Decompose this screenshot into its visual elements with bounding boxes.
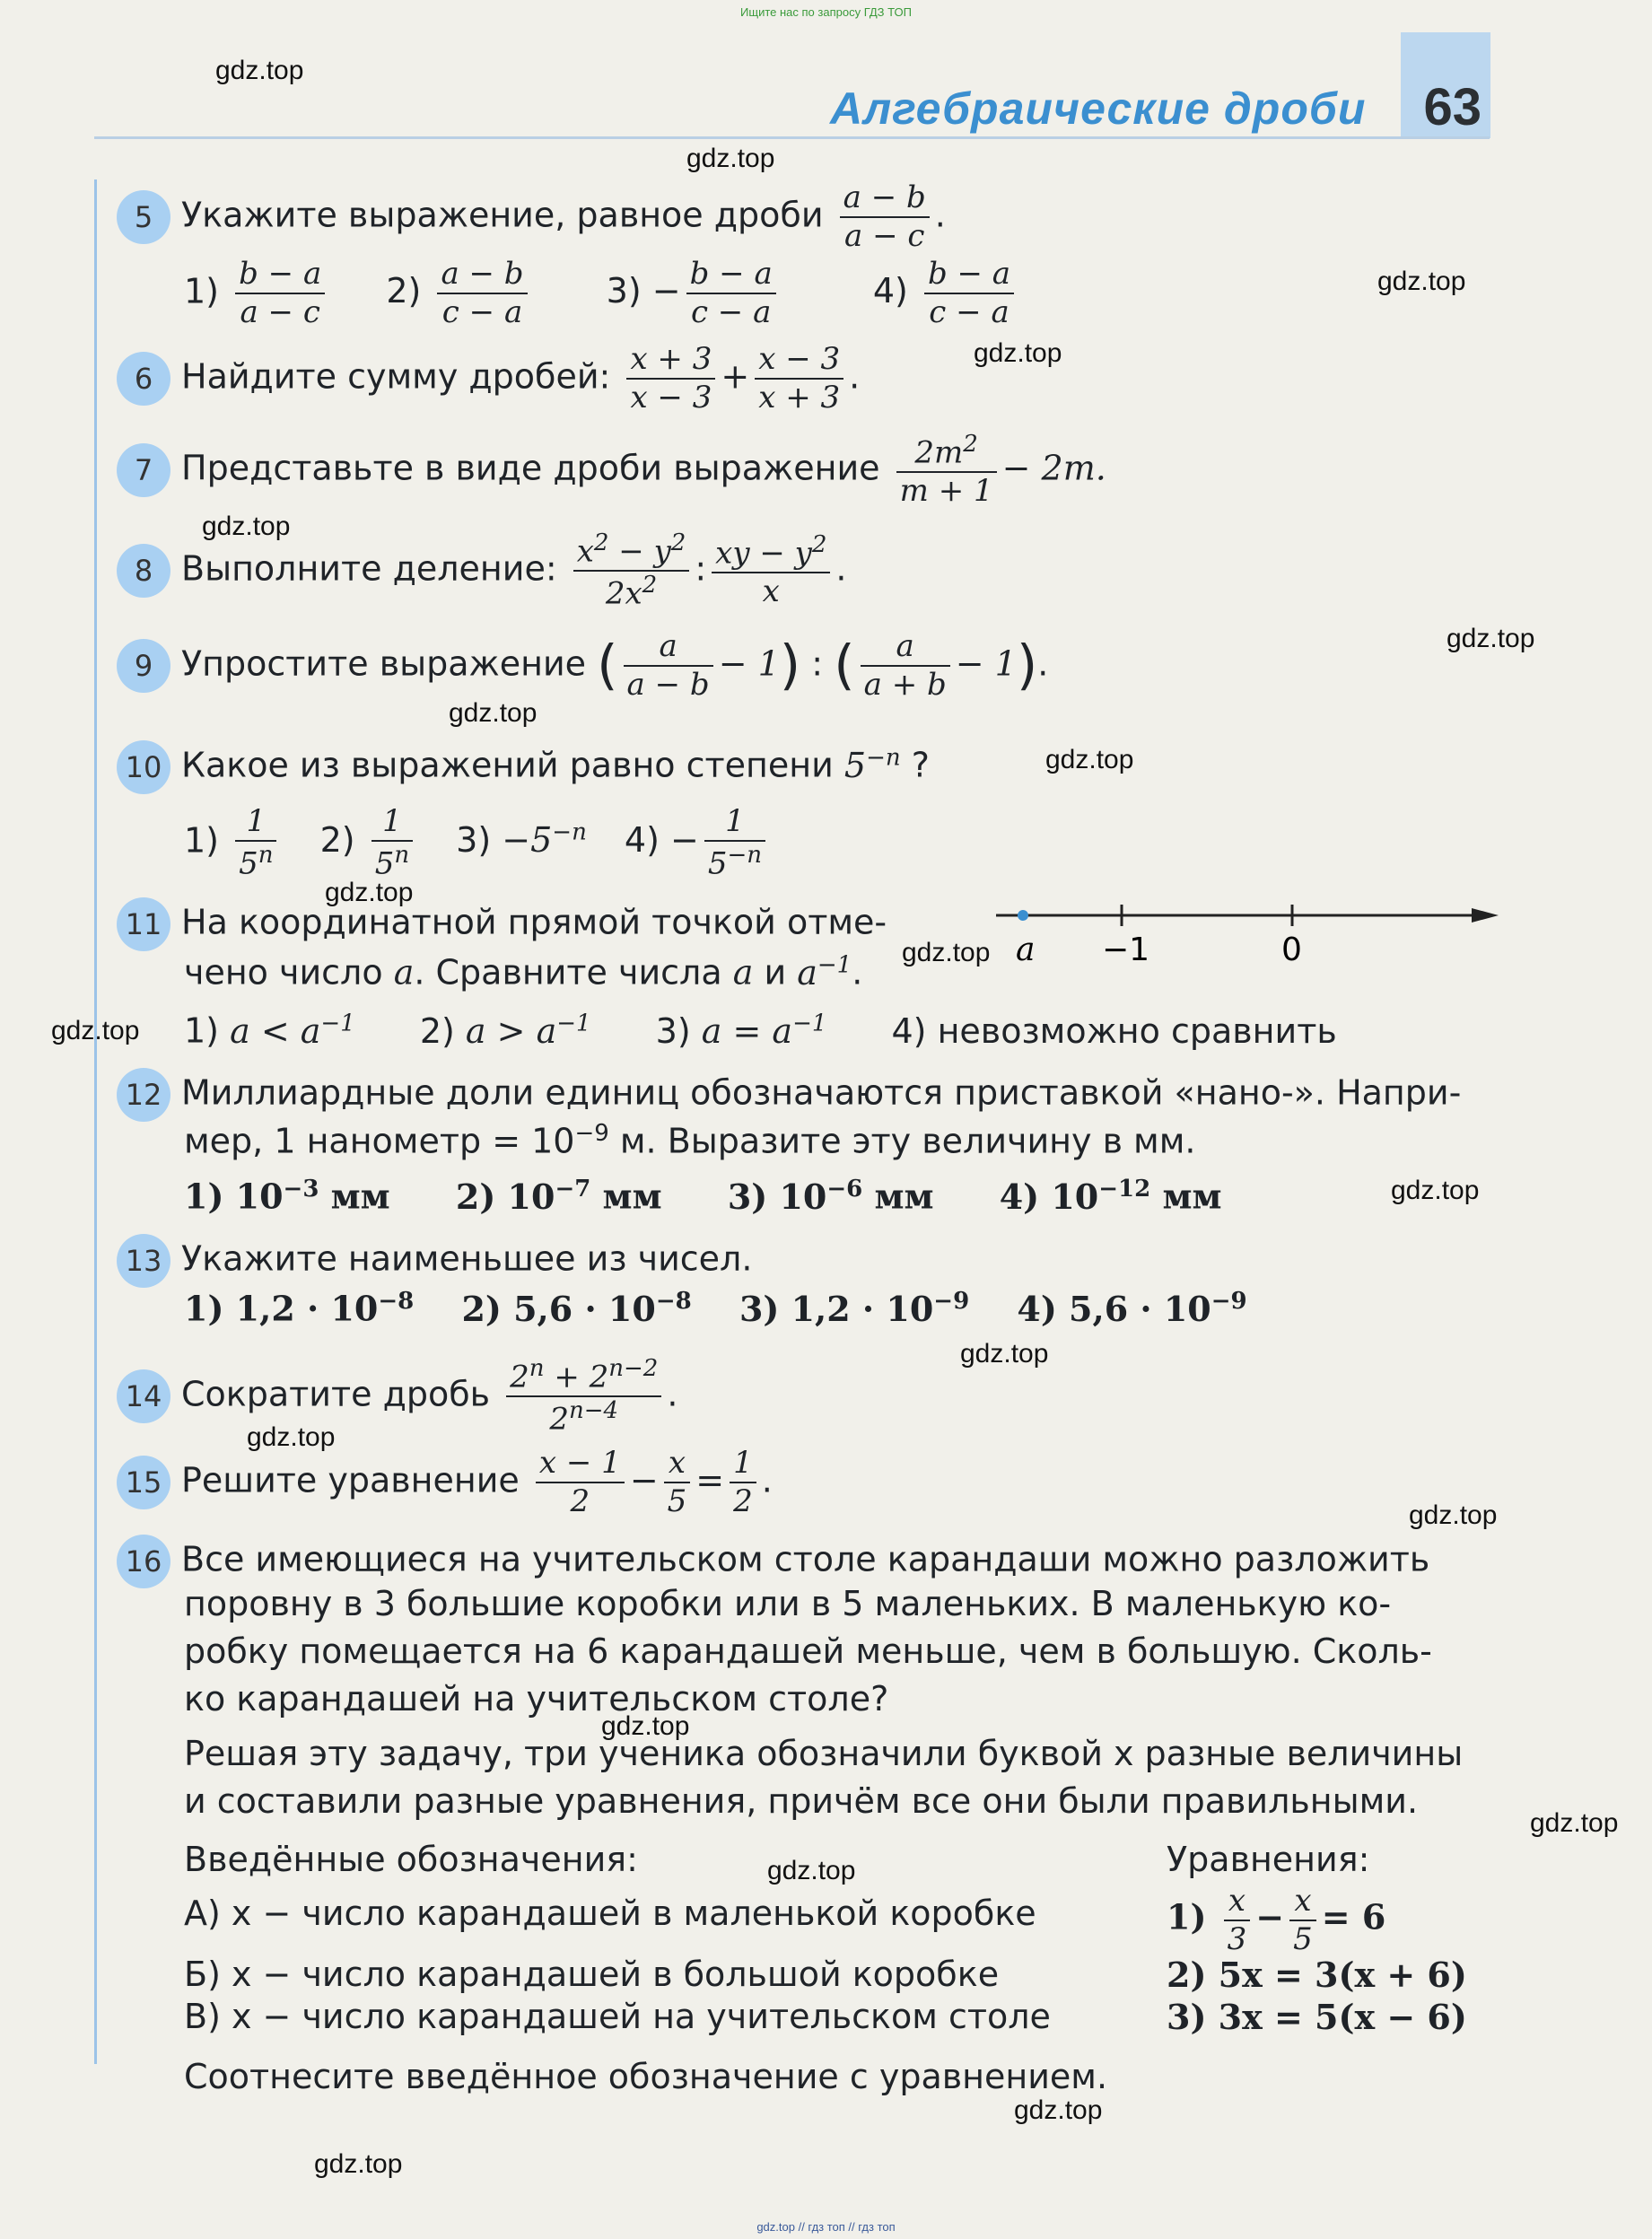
problem-9: 9 Упростите выражение ( $\frac{a}{a - b}$ − 1) : ( $\frac{a}{a + b}$ − 1). [117, 628, 1048, 704]
top-note: Ищите нас по запросу ГДЗ ТОП [740, 5, 912, 19]
q16-option-v: В) x − число карандашей на учительском столе [184, 1997, 1051, 2036]
problem-text: чено число [184, 952, 383, 993]
watermark: gdz.top [1045, 745, 1134, 774]
q16-left-heading: Введённые обозначения: [184, 1840, 638, 1879]
problem-16-line: ко карандашей на учительском столе? [184, 1679, 889, 1719]
problem-number: 13 [117, 1234, 170, 1288]
problem-number: 14 [117, 1369, 170, 1423]
q10-options: 1) $\frac{1}{5^n}$ 2) $\frac{1}{5^n}$ $3) -5^{-n}$ 4) − $\frac{1}{5^{-n}}$ [184, 803, 771, 882]
watermark: gdz.top [1447, 624, 1535, 653]
problem-text: Выполните деление: [181, 548, 557, 589]
q16-option-a: А) x − число карандашей в маленькой коробке [184, 1894, 1036, 1933]
problem-number: 5 [117, 190, 170, 244]
problem-text: Сравните числа [435, 952, 722, 993]
problem-text: Все имеющиеся на учительском столе карандаши можно разложить [181, 1539, 1430, 1579]
problem-14: 14 Сократите дробь $\frac{2^n + 2^{n-2}}{2^{n-4}}$ . [117, 1355, 677, 1438]
q16-equation-1: 1) $\frac{x}{3}$ − $\frac{x}{5}$ = 6 [1167, 1883, 1386, 1957]
problem-13 [117, 1234, 752, 1288]
watermark: gdz.top [767, 1856, 856, 1885]
watermark: gdz.top [449, 698, 538, 728]
problem-16-line: поровну в 3 большие коробки или в 5 маленьких. В маленькую ко- [184, 1584, 1392, 1623]
problem-text: Миллиардные доли единиц обозначаются приставкой «нано-». Напри- [181, 1072, 1462, 1113]
problem-16-line: и составили разные уравнения, причём все они были правильными. [184, 1781, 1419, 1821]
watermark: gdz.top [51, 1016, 140, 1045]
problem-number: 15 [117, 1456, 170, 1509]
q11-option-4: невозможно сравнить [937, 1010, 1337, 1051]
q16-right-heading: Уравнения: [1167, 1840, 1370, 1879]
problem-15: 15 Решите уравнение $\frac{x - 1}{2}$ − $\frac{x}{5}$ = $\frac{1}{2}$ . [117, 1445, 773, 1520]
q11-options: 1) $a < a^{-1}$ 2) $a > a^{-1}$ 3) $a = a^{-1}$ 4) невозможно сравнить [184, 1010, 1337, 1051]
problem-11 [117, 897, 887, 951]
problem-12 [117, 1068, 1461, 1122]
problem-text: Решите уравнение [181, 1460, 520, 1500]
problem-5: 5 Укажите выражение, равное дроби $\frac{a - b}{a - c}$ . [117, 179, 946, 255]
q16-instruction: Соотнесите введённое обозначение с уравнением. [184, 2057, 1108, 2096]
axis-label-zero: 0 [1281, 931, 1302, 968]
problem-number: 7 [117, 443, 170, 497]
problem-16-line: Решая эту задачу, три ученика обозначили буквой x разные величины [184, 1734, 1464, 1773]
problem-text: На координатной прямой точкой отме- [181, 902, 887, 942]
problem-number: 10 [117, 740, 170, 794]
q16-option-b: Б) x − число карандашей в большой коробке [184, 1955, 1000, 1994]
problem-text: Укажите наименьшее из чисел. [181, 1238, 753, 1279]
watermark: gdz.top [686, 144, 775, 173]
watermark: gdz.top [974, 338, 1062, 368]
problem-16 [117, 1535, 1429, 1588]
q13-option: 1) 1,2 · 10 [184, 1288, 379, 1329]
page-number: 63 [1423, 78, 1482, 136]
problem-11-line2: чено число a. Сравните числа a и $a^{-1}$. [184, 951, 863, 993]
problem-number: 16 [117, 1535, 170, 1588]
watermark: gdz.top [325, 878, 414, 907]
q13-option: 4) 5,6 · 10 [1017, 1288, 1211, 1329]
axis-label-minus-one: −1 [1102, 931, 1150, 968]
q12-option: 1) 10 [184, 1176, 284, 1217]
problem-text: Какое из выражений равно степени [181, 745, 834, 785]
q16-equation-2: 2) 5x = 3(x + 6) [1167, 1955, 1467, 1995]
problem-7: 7 Представьте в виде дроби выражение $\frac{2m^2}{m + 1}$ − 2m. [117, 431, 1106, 510]
problem-number: 6 [117, 352, 170, 406]
q12-option: 4) 10 [999, 1176, 1099, 1217]
q13-option: 3) 1,2 · 10 [739, 1288, 934, 1329]
problem-10: 10 Какое из выражений равно степени $5^{-n}$ ? [117, 740, 930, 794]
q5-options: 1) $\frac{b - a}{a - c}$ 2) $\frac{a - b}{c - a}$ 3) − $\frac{b - a}{c - a}$ 4) $\frac{b - a}{c - a}$ [184, 256, 1019, 331]
watermark: gdz.top [1014, 2095, 1103, 2125]
problem-number: 12 [117, 1068, 170, 1122]
q13-option: 2) 5,6 · 10 [461, 1288, 656, 1329]
watermark: gdz.top [601, 1711, 690, 1741]
watermark: gdz.top [247, 1422, 336, 1452]
watermark: gdz.top [1391, 1176, 1480, 1205]
header-rule [94, 136, 1490, 139]
problem-12-line2: мер, 1 нанометр = $10^{-9}$ м. Выразите эту величину в мм. [184, 1120, 1196, 1161]
problem-text: Найдите сумму дробей: [181, 356, 611, 397]
problem-text: Упростите выражение [181, 643, 587, 684]
problem-number: 11 [117, 897, 170, 951]
q12-option: 3) 10 [727, 1176, 827, 1217]
problem-number: 8 [117, 544, 170, 598]
q16-equation-3: 3) 3x = 5(x − 6) [1167, 1997, 1467, 2037]
problem-text: Укажите выражение, равное дроби [181, 195, 824, 235]
problem-number: 9 [117, 639, 170, 693]
problem-text: Сократите дробь [181, 1374, 491, 1414]
watermark: gdz.top [202, 512, 291, 541]
problem-8: 8 Выполните деление: $\frac{x^2 - y^2}{2x^2}$ : $\frac{xy - y^2}{x}$ . [117, 529, 846, 612]
problem-text: Представьте в виде дроби выражение [181, 448, 880, 488]
watermark: gdz.top [314, 2149, 403, 2179]
q12-option: 2) 10 [455, 1176, 555, 1217]
q12-options: 1) $10^{-3}$ мм 2) $10^{-7}$ мм 3) $10^{-6}$ мм 4) $10^{-12}$ мм [184, 1176, 1222, 1217]
q13-options: 1) $1,2 \cdot 10^{-8}$ 2) $5,6 \cdot 10^{-8}$ 3) $1,2 \cdot 10^{-9}$ 4) $5,6 \cdot 10^{-9}$ [184, 1288, 1247, 1329]
chapter-title: Алгебраические дроби [830, 83, 1367, 134]
problem-6: 6 Найдите сумму дробей: $\frac{x + 3}{x - 3}$ + $\frac{x - 3}{x + 3}$ . [117, 341, 860, 416]
watermark: gdz.top [1409, 1500, 1498, 1530]
watermark: gdz.top [1530, 1808, 1619, 1838]
margin-rule [94, 179, 97, 2064]
problem-text: м. Выразите эту величину в мм. [619, 1121, 1196, 1161]
watermark: gdz.top [215, 56, 304, 85]
problem-text: мер, 1 нанометр = 10 [184, 1121, 575, 1161]
watermark: gdz.top [1377, 267, 1466, 296]
watermark: gdz.top [902, 938, 991, 967]
axis-label-a: a [1016, 931, 1036, 968]
bottom-note: gdz.top // гдз топ // гдз топ [756, 2220, 896, 2234]
problem-16-line: робку помещается на 6 карандашей меньше, чем в большую. Сколь- [184, 1631, 1432, 1671]
coordinate-line [996, 888, 1499, 987]
watermark: gdz.top [960, 1339, 1049, 1369]
